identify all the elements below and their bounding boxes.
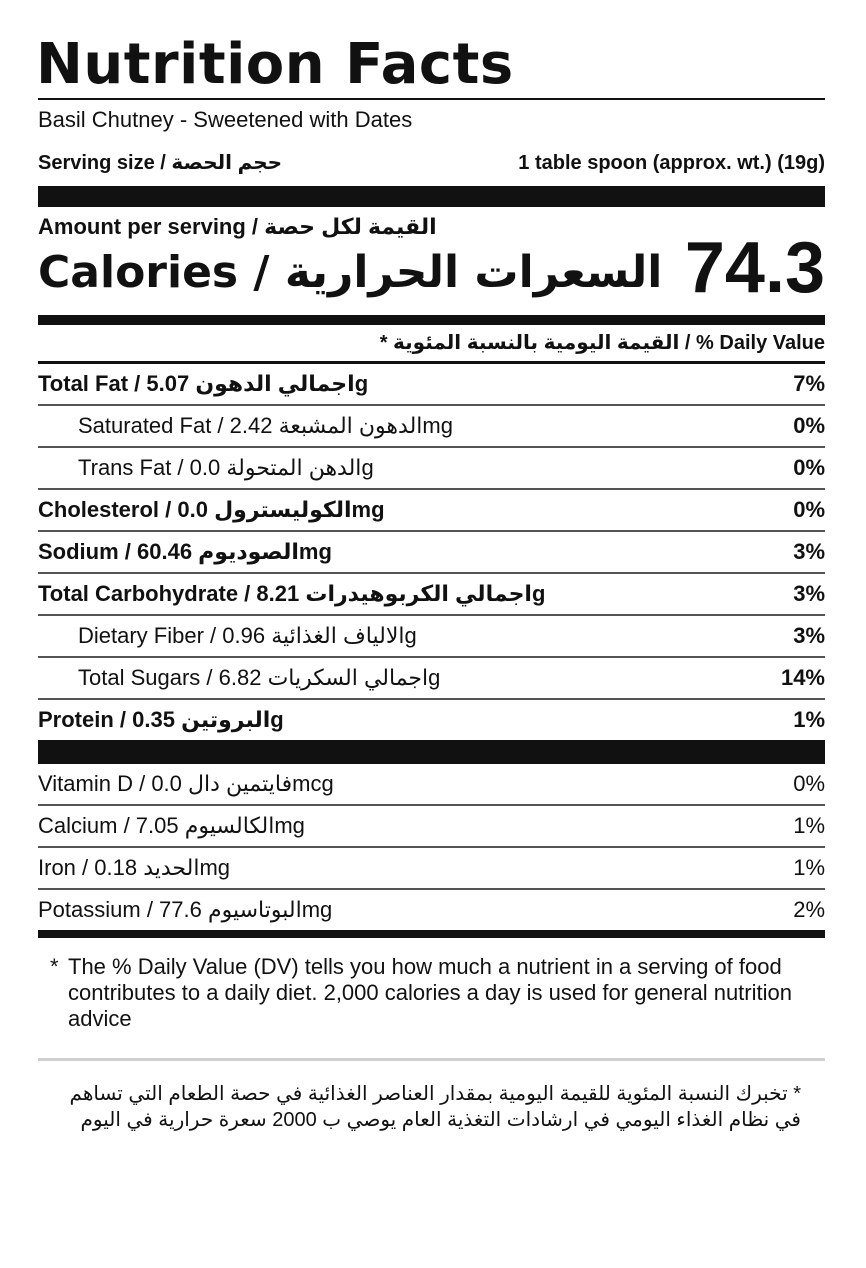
nutrient-name: Dietary Fiber / الالياف الغذائية 0.96g: [78, 623, 417, 648]
calories-label: Calories / السعرات الحرارية: [38, 247, 663, 298]
nutrient-name: Trans Fat / الدهن المتحولة 0.0g: [78, 455, 374, 480]
nutrient-row-cholesterol: [38, 488, 825, 530]
calories-value: 74.3: [684, 228, 825, 308]
calories-row: [38, 228, 825, 308]
nutrient-name: Saturated Fat / الدهون المشبعة 2.42mg: [78, 413, 453, 438]
nutrition-label: [38, 32, 825, 1133]
nutrient-row-total-sugars: [38, 656, 825, 698]
vitamin-name: Vitamin D / فايتمين دال 0.0mcg: [38, 771, 334, 796]
vitamin-row-calcium: [38, 804, 825, 846]
footnote-english-text: The % Daily Value (DV) tells you how much a nutrient in a serving of food contributes to a daily diet. 2,000 calories a day is used for general nutrition advice: [68, 954, 792, 1031]
thick-divider: [38, 186, 825, 207]
footnote-english: [38, 954, 825, 1032]
vitamin-row-vitamin-d: [38, 764, 825, 804]
vitamin-dv: 1%: [793, 813, 825, 838]
nutrient-row-dietary-fiber: [38, 614, 825, 656]
vitamin-name: Calcium / الكالسيوم 7.05mg: [38, 813, 305, 838]
amount-per-serving: Amount per serving / القيمة لكل حصة: [38, 214, 437, 239]
medium-divider: [38, 315, 825, 325]
vitamin-row-iron: [38, 846, 825, 888]
nutrient-dv: 1%: [793, 707, 825, 732]
serving-size-row: [38, 140, 825, 186]
vitamin-dv: 2%: [793, 897, 825, 922]
serving-size-label: Serving size / حجم الحصة: [38, 152, 283, 174]
nutrient-dv: 3%: [793, 581, 825, 606]
nutrient-dv: 14%: [780, 665, 825, 690]
vitamin-divider: [38, 740, 825, 764]
vitamin-dv: 1%: [793, 855, 825, 880]
serving-size-value: 1 table spoon (approx. wt.) (19g): [518, 152, 825, 174]
footnote-star: *: [50, 954, 59, 979]
nutrient-dv: 3%: [793, 623, 825, 648]
nutrient-row-saturated-fat: [38, 404, 825, 446]
vitamin-name: Potassium / البوتاسيوم 77.6mg: [38, 897, 333, 922]
bottom-divider: [38, 930, 825, 938]
nutrient-row-total-carbohydrate: [38, 572, 825, 614]
nutrient-dv: 3%: [793, 539, 825, 564]
nutrient-row-protein: [38, 698, 825, 740]
nutrient-dv: 0%: [793, 497, 825, 522]
nutrient-name: Total Fat / اجمالي الدهون 5.07g: [38, 371, 369, 396]
nutrient-name: Cholesterol / الكوليسترول 0.0mg: [38, 497, 385, 522]
label-title: Nutrition Facts: [36, 32, 514, 97]
nutrient-dv: 0%: [793, 455, 825, 480]
nutrient-dv: 7%: [793, 371, 825, 396]
product-name: Basil Chutney - Sweetened with Dates: [38, 107, 413, 132]
vitamin-name: Iron / الحديد 0.18mg: [38, 855, 230, 880]
nutrient-name: Protein / البروتين 0.35g: [38, 707, 284, 732]
vitamin-dv: 0%: [793, 771, 825, 796]
nutrient-dv: 0%: [793, 413, 825, 438]
daily-value-header: * القيمة اليومية بالنسبة المئوية / % Daily Value: [379, 332, 825, 354]
footnote-divider: [38, 1058, 825, 1061]
footnote-arabic: * تخبرك النسبة المئوية للقيمة اليومية بمقدار العناصر الغذائية في حصة الطعام التي تساهم في نظام الغذاء اليومي في ارشادات التغذية العام يوصي ب 2000 سعرة حرارية في اليوم: [69, 1083, 801, 1131]
nutrient-row-sodium: [38, 530, 825, 572]
nutrient-name: Total Carbohydrate / اجمالي الكربوهيدرات 8.21g: [38, 581, 546, 606]
nutrient-name: Total Sugars / اجمالي السكريات 6.82g: [78, 665, 441, 690]
nutrient-name: Sodium / الصوديوم 60.46mg: [38, 539, 332, 564]
nutrient-row-trans-fat: [38, 446, 825, 488]
nutrient-row-total-fat: [38, 361, 825, 404]
vitamin-row-potassium: [38, 888, 825, 930]
